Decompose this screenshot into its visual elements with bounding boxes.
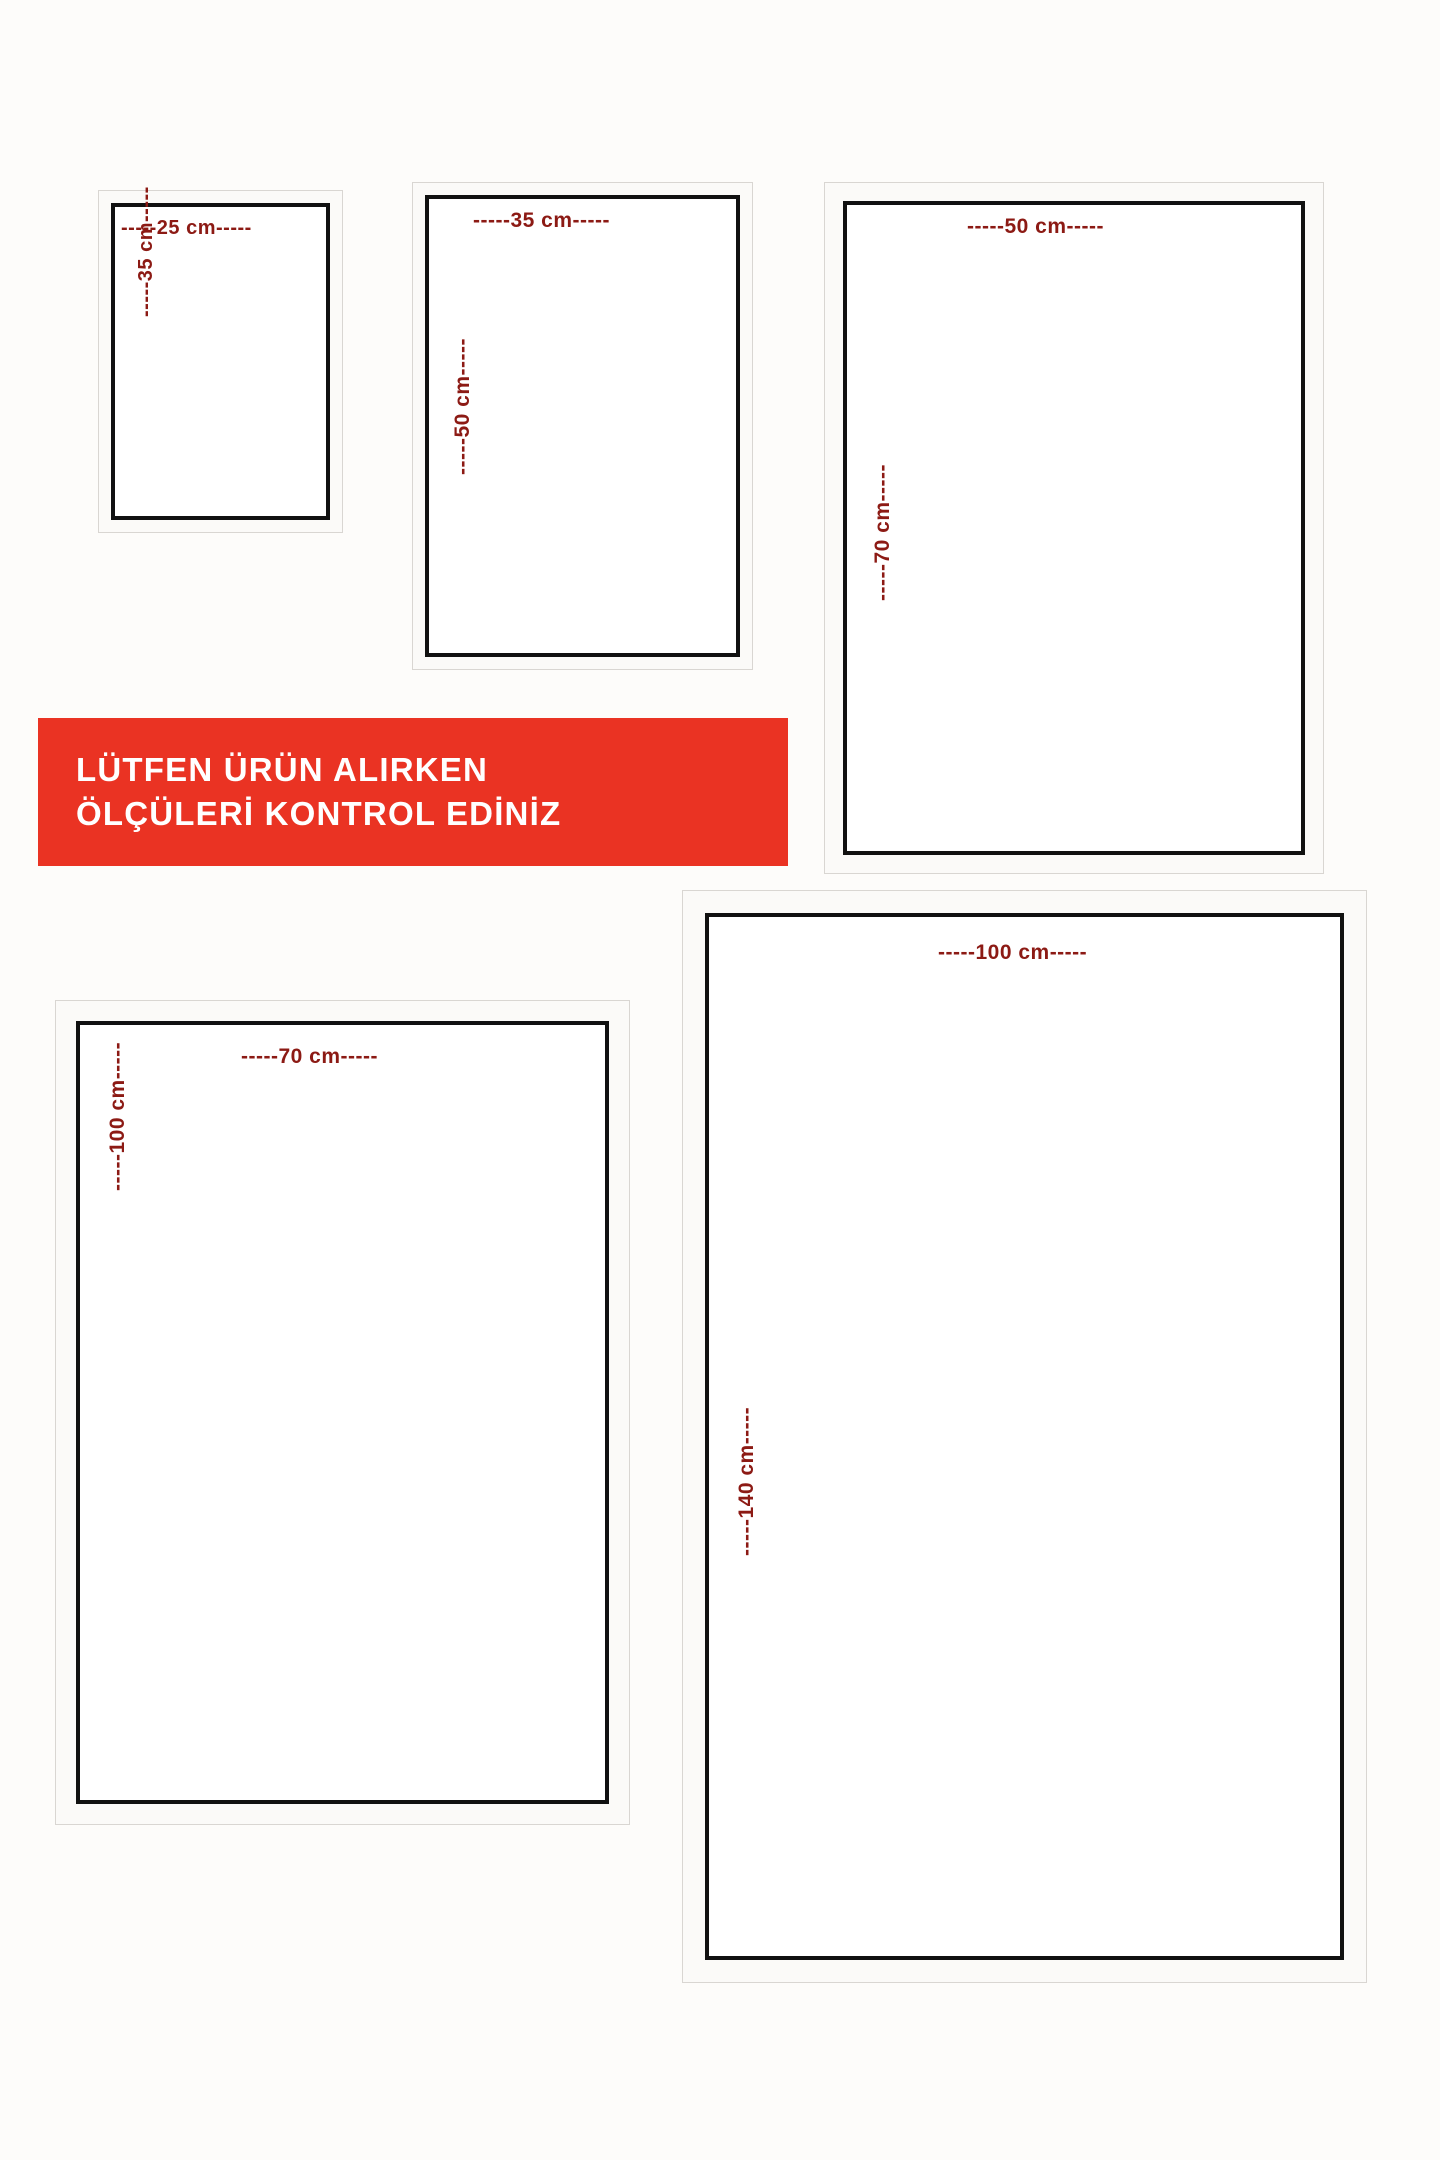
frame-25x35-width-label: -----25 cm----- bbox=[121, 217, 252, 239]
frame-70x100 bbox=[55, 1000, 630, 1825]
warning-banner-line-2: ÖLÇÜLERİ KONTROL EDİNİZ bbox=[76, 795, 562, 832]
frame-50x70-inner bbox=[843, 201, 1305, 855]
frame-100x140-height-label: -----140 cm----- bbox=[735, 1406, 758, 1556]
warning-banner bbox=[38, 718, 788, 866]
frame-70x100-height-label: -----100 cm----- bbox=[106, 1041, 129, 1191]
frame-25x35 bbox=[98, 186, 343, 533]
frame-70x100-inner bbox=[76, 1021, 609, 1804]
frame-50x70-height-label: -----70 cm----- bbox=[871, 464, 894, 601]
frame-100x140-width-label: -----100 cm----- bbox=[938, 941, 1088, 964]
frame-35x50 bbox=[412, 182, 753, 670]
frame-35x50-width-label: -----35 cm----- bbox=[473, 209, 610, 232]
frame-25x35-height-label: -----35 cm----- bbox=[135, 186, 157, 317]
frame-50x70-width-label: -----50 cm----- bbox=[967, 215, 1104, 238]
warning-banner-line-1: LÜTFEN ÜRÜN ALIRKEN bbox=[76, 751, 489, 789]
frame-50x70 bbox=[824, 182, 1324, 874]
frame-70x100-width-label: -----70 cm----- bbox=[241, 1045, 378, 1068]
frame-100x140 bbox=[682, 890, 1367, 1983]
frame-35x50-height-label: -----50 cm----- bbox=[451, 338, 474, 475]
frame-100x140-inner bbox=[705, 913, 1344, 1960]
